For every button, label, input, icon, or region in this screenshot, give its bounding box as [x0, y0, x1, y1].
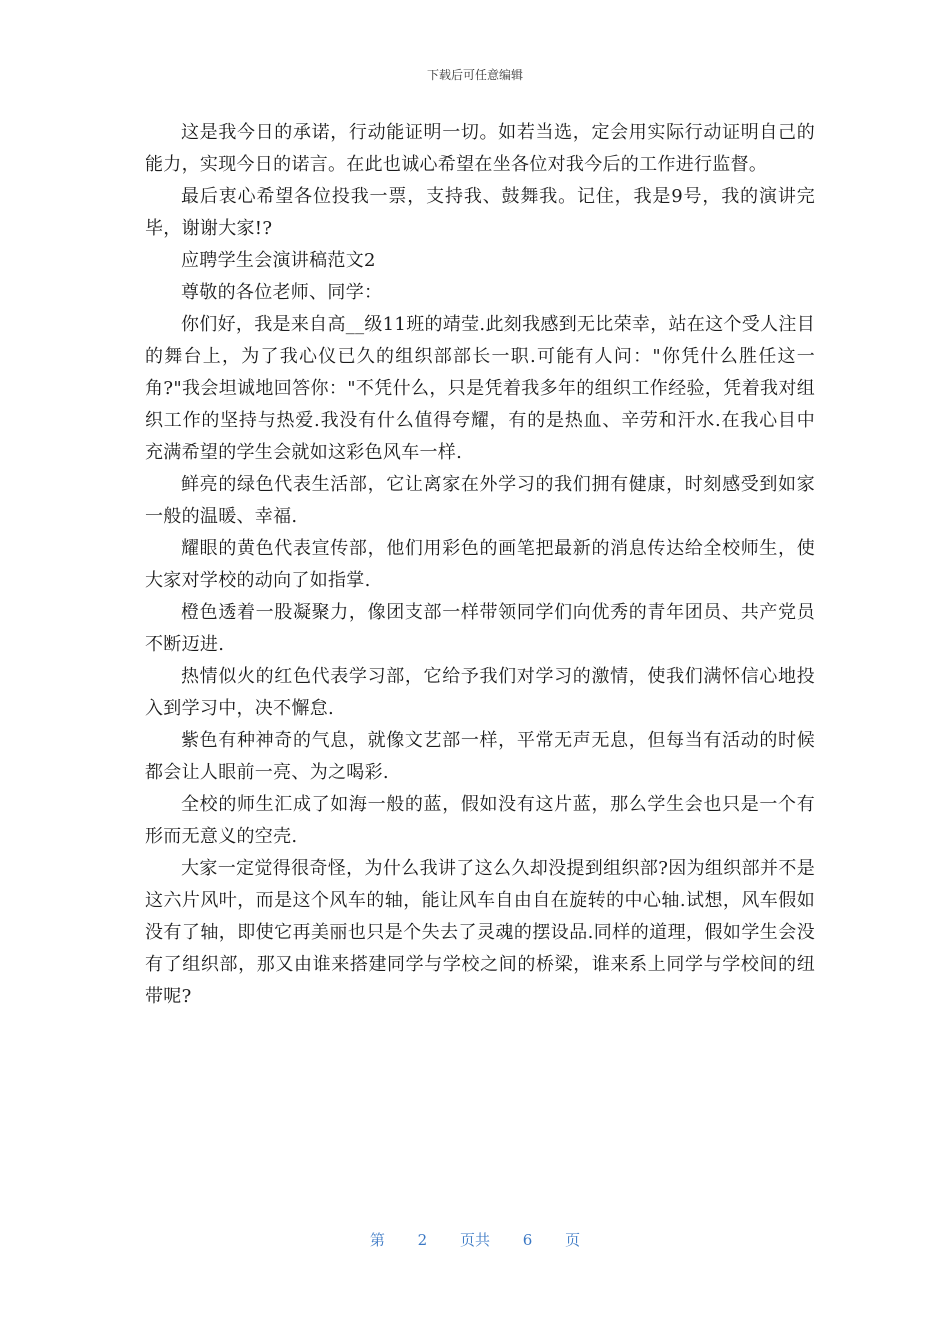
page-header-note: 下载后可任意编辑	[426, 68, 523, 82]
section-title: 应聘学生会演讲稿范文2	[181, 250, 376, 271]
paragraph: 耀眼的黄色代表宣传部，他们用彩色的画笔把最新的消息传达给全校师生，使大家对学校的动向了如指掌.	[145, 538, 815, 591]
footer-total-pages: 6	[522, 1231, 533, 1249]
footer-prefix: 第	[369, 1231, 385, 1249]
footer-current-page: 2	[417, 1231, 428, 1249]
footer-suffix: 页	[565, 1231, 581, 1249]
paragraph: 紫色有种神奇的气息，就像文艺部一样，平常无声无息，但每当有活动的时候都会让人眼前一亮、为之喝彩.	[145, 730, 815, 783]
page-footer	[0, 1229, 950, 1250]
paragraph: 这是我今日的承诺，行动能证明一切。如若当选，定会用实际行动证明自己的能力，实现今日的诺言。在此也诚心希望在坐各位对我今后的工作进行监督。	[145, 122, 815, 175]
paragraph: 鲜亮的绿色代表生活部，它让离家在外学习的我们拥有健康，时刻感受到如家一般的温暖、幸福.	[145, 474, 815, 527]
paragraph: 最后衷心希望各位投我一票，支持我、鼓舞我。记住，我是9号，我的演讲完毕，谢谢大家!?	[145, 186, 815, 239]
paragraph: 热情似火的红色代表学习部，它给予我们对学习的激情，使我们满怀信心地投入到学习中，决不懈怠.	[145, 666, 815, 719]
salutation: 尊敬的各位老师、同学：	[181, 282, 383, 303]
paragraph: 你们好，我是来自高__级11班的靖莹.此刻我感到无比荣幸，站在这个受人注目的舞台上，为了我心仪已久的组织部部长一职.可能有人问："你凭什么胜任这一角?"我会坦诚地回答你："不凭什么，只是凭着我多年的组织工作经验，凭着我对组织工作的坚持与热爱.我没有什么值得夸耀，有的是热血、辛劳和汗水.在我心目中充满希望的学生会就如这彩色风车一样.	[145, 314, 816, 463]
document-body	[145, 117, 815, 1013]
paragraph: 大家一定觉得很奇怪，为什么我讲了这么久却没提到组织部?因为组织部并不是这六片风叶，而是这个风车的轴，能让风车自由自在旋转的中心轴.试想，风车假如没有了轴，即使它再美丽也只是个失去了灵魂的摆设品.同样的道理，假如学生会没有了组织部，那又由谁来搭建同学与学校之间的桥梁，谁来系上同学与学校间的纽带呢?	[145, 858, 815, 1007]
paragraph: 全校的师生汇成了如海一般的蓝，假如没有这片蓝，那么学生会也只是一个有形而无意义的空壳.	[145, 794, 815, 847]
paragraph: 橙色透着一股凝聚力，像团支部一样带领同学们向优秀的青年团员、共产党员不断迈进.	[145, 602, 815, 655]
footer-middle: 页共	[459, 1231, 490, 1249]
